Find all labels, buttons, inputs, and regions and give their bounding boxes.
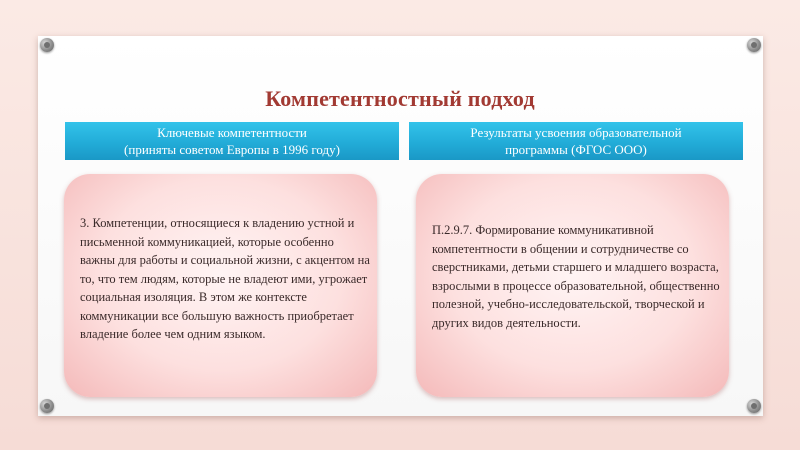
pin-icon-bottom-left (40, 399, 54, 413)
left-header-line-1: Ключевые компетентности (157, 125, 307, 140)
slide-title: Компетентностный подход (265, 86, 535, 111)
right-content-card (416, 174, 729, 397)
left-header-bar (65, 122, 399, 160)
pin-icon-bottom-right (747, 399, 761, 413)
right-header-line-1: Результаты усвоения образовательной (470, 125, 682, 140)
pin-icon-top-left (40, 38, 54, 52)
right-header-bar (409, 122, 743, 160)
right-card-text: П.2.9.7. Формирование коммуникативной компетентности в общении и сотрудничестве со сверстниками, детьми старшего и младшего возраста, взрослыми в процессе образовательной, общественно полезной, учебно-исследовательской, творческой и других видов деятельности. (432, 223, 720, 330)
left-content-card (64, 174, 377, 397)
right-header-line-2: программы (ФГОС ООО) (505, 142, 647, 157)
pin-icon-top-right (747, 38, 761, 52)
left-header-line-2: (приняты советом Европы в 1996 году) (124, 142, 340, 157)
left-card-text: 3. Компетенции, относящиеся к владению устной и письменной коммуникацией, которые особенно важны для работы и социальной жизни, с акцентом на то, что тем людям, которые не владеют ими, угрожает социальная изоляция. В этом же контексте коммуникации все большую важность приобретает владение более чем одним языком. (80, 216, 370, 341)
